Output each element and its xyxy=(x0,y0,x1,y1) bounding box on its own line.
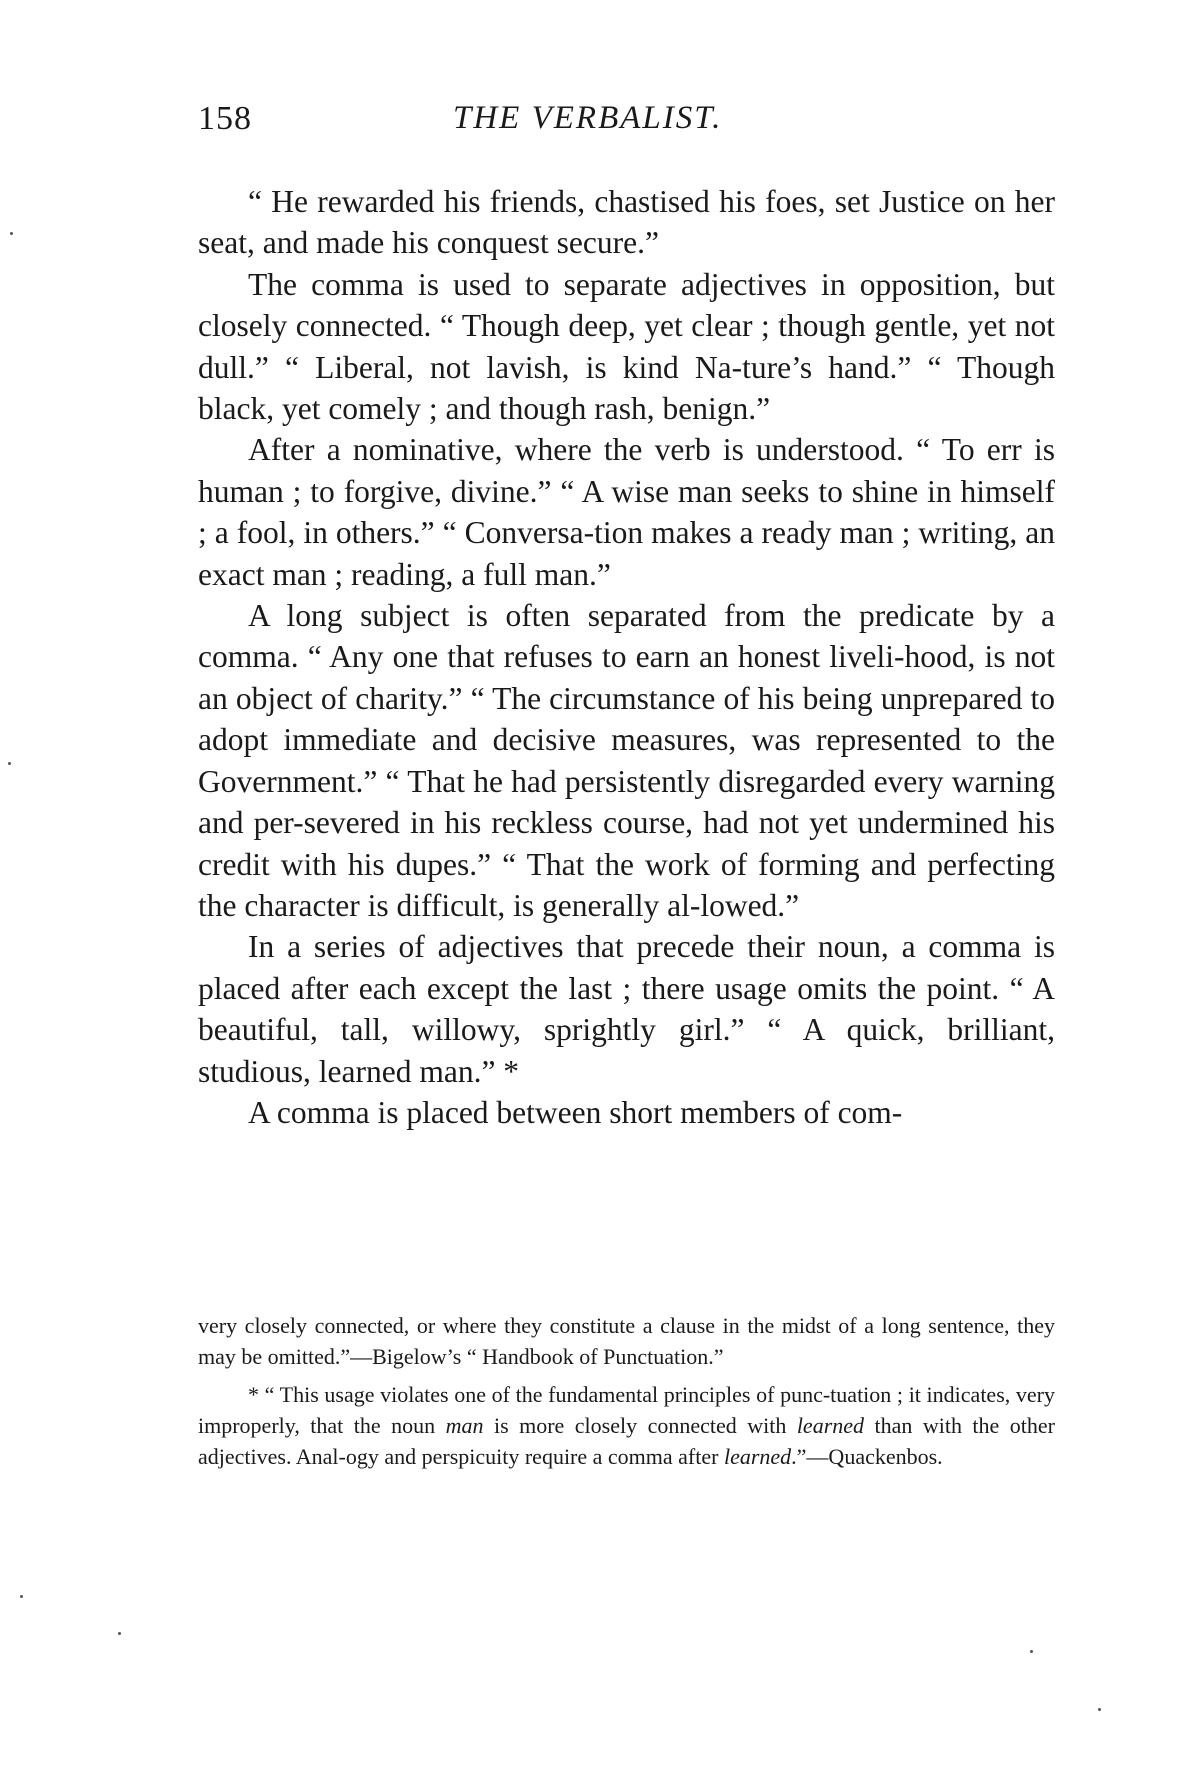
paragraph: A long subject is often separated from the predicate by a comma. “ Any one that refuses to earn an honest liveli-hood, is not an object of charity.” “ The circumstance of his being unprepared to adopt immediate and decisive measures, was represented to the Government.” “ That he had persistently disregarded every warning and per-severed in his reckless course, had not yet undermined his credit with his dupes.” “ That the work of forming and perfecting the character is difficult, is generally al-lowed.” xyxy=(198,598,1055,923)
paragraph: A comma is placed between short members of com- xyxy=(248,1094,903,1130)
footnote-text: .”—Quackenbos. xyxy=(791,1444,943,1469)
footnotes xyxy=(198,1310,1055,1472)
footnote-text: than with the other adjectives. Anal-ogy and perspicuity require a comma after xyxy=(198,1413,1055,1469)
paragraph: “ He rewarded his friends, chastised his foes, set Justice on her seat, and made his conquest secure.” xyxy=(198,184,1055,261)
footnote-text: is more closely connected with xyxy=(483,1413,797,1438)
body-text xyxy=(198,181,1055,1133)
page-header xyxy=(198,100,1055,144)
scan-speck xyxy=(20,1595,23,1598)
footnote-text: * “ This usage violates one of the fundamental principles of punc-tuation ; it indicates, very improperly, that the noun xyxy=(198,1382,1055,1438)
running-head: THE VERBALIST. xyxy=(453,100,723,136)
footnote-continuation: very closely connected, or where they constitute a clause in the midst of a long sentence, they may be omitted.”—Bigelow’s “ Handbook of Punctuation.” xyxy=(198,1313,1055,1369)
scan-speck xyxy=(10,232,13,235)
page-number: 158 xyxy=(198,100,252,137)
footnote-italic-term: man xyxy=(445,1413,484,1438)
footnote-star xyxy=(198,1379,1055,1472)
footnote-italic-term: learned xyxy=(796,1413,865,1438)
paragraph: In a series of adjectives that precede their noun, a comma is placed after each except the last ; there usage omits the point. “ A beautiful, tall, willowy, sprightly girl.” “ A quick, brilliant, studious, learned man.” * xyxy=(198,929,1055,1089)
scan-speck xyxy=(1098,1708,1101,1711)
paragraph: After a nominative, where the verb is understood. “ To err is human ; to forgive, divine.” “ A wise man seeks to shine in himself ; a fool, in others.” “ Conversa-tion makes a ready man ; writing, an exact man ; reading, a full man.” xyxy=(198,432,1055,592)
paragraph: The comma is used to separate adjectives in opposition, but closely connected. “ Though deep, yet clear ; though gentle, yet not dull.” “ Liberal, not lavish, is kind Na-ture’s hand.” “ Though black, yet comely ; and though rash, benign.” xyxy=(198,266,1055,427)
footnote-italic-term: learned xyxy=(723,1444,792,1469)
scan-speck xyxy=(1030,1650,1033,1653)
scan-speck xyxy=(118,1632,121,1635)
scan-speck xyxy=(8,762,11,765)
